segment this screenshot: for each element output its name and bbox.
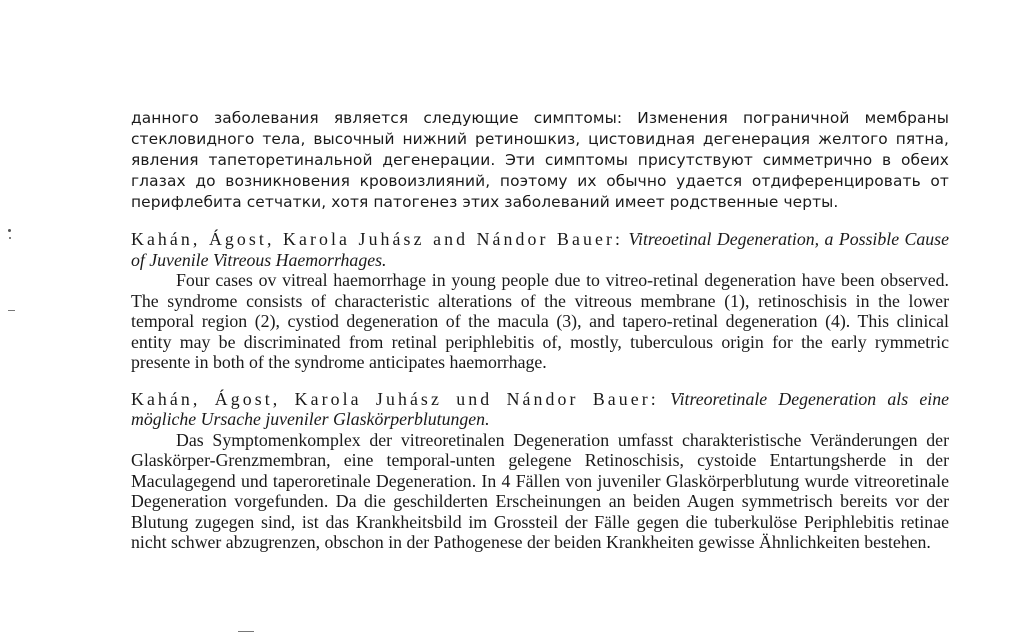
scan-speck [8,229,11,232]
scan-speck [9,237,11,239]
scan-mark [238,631,254,632]
english-abstract-body: Four cases ov vitreal haemorrhage in young people due to vitreo-retinal degeneration have been observed. The syndrome consists of characteristic alterations of the vitreous membrane (1), retinoschisis in the lower temporal region (2), cystiod degeneration of the macula (3), and tapero-retinal degeneration (4). This clinical entity may be discriminated from retinal periphlebitis of, mostly, tuberculous origin for the early rymmetric presente in both of the syndrome anticipates haemorrhage. [131,270,949,372]
english-abstract [131,229,949,373]
german-abstract-heading [131,389,949,430]
german-abstract [131,389,949,553]
german-abstract-title: Vitreoretinale Degeneration als eine mögliche Ursache juveniler Glaskörperblutungen. [131,388,949,429]
english-abstract-title: Vitreoetinal Degeneration, a Possible Cause of Juvenile Vitreous Haemorrhages. [131,229,949,270]
scan-mark [8,310,15,311]
document-page [131,108,949,553]
german-abstract-authors: Kahán, Ágost, Karola Juhász und Nándor Bauer: [131,388,659,409]
german-abstract-body: Das Symptomenkomplex der vitreoretinalen Degeneration umfasst charakteristische Veränderungen der Glaskörper-Grenzmembran, eine temporal-unten gelegene Retinoschisis, cystoide Entartungsherde in der Maculagegend und taperoretinale Degeneration. In 4 Fällen von juveniler Glaskörperblutung wurde vitreoretinale Degeneration vorgefunden. Da die geschilderten Erscheinungen an beiden Augen symmetrisch bereits vor der Blutung zugegen sind, ist das Krankheitsbild im Grossteil der Fälle gegen die tuberkulöse Periphlebitis retinae nicht schwer abzugrenzen, obschon in der Pathogenese der beiden Krankheiten gewisse Ähnlichkeiten bestehen. [131,429,949,552]
english-abstract-authors: Kahán, Ágost, Karola Juhász and Nándor Bauer: [131,229,624,249]
russian-abstract-text: данного заболевания является следующие симптомы: Изменения пограничной мембраны стекловидного тела, высочный нижний ретиношкиз, цистовидная дегенерация желтого пятна, явления тапеторетинальной дегенерации. Эти симптомы присутствуют симметрично в обеих глазах до возникновения кровоизлияний, поэтому их обычно удается отдиференцировать от перифлебита сетчатки, хотя патогенез этих заболеваний имеет родственные черты. [131,109,949,211]
english-abstract-heading [131,229,949,270]
